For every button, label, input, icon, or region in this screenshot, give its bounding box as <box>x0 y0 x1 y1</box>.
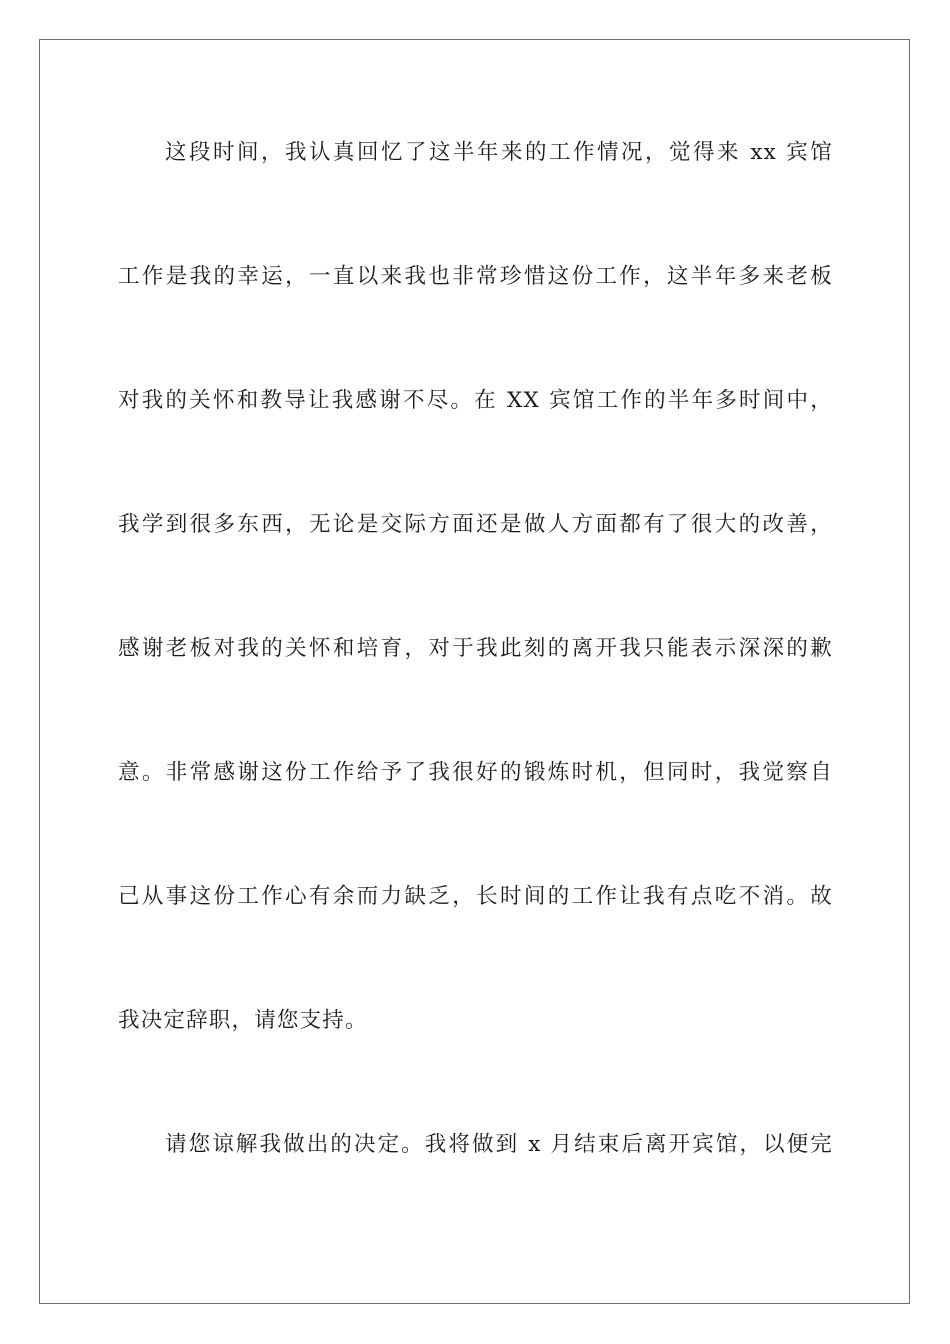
paragraph-1-line-4: 我学到很多东西，无论是交际方面还是做人方面都有了很大的改善， <box>118 512 833 537</box>
paragraph-1-line-8: 我决定辞职，请您支持。 <box>118 1008 368 1033</box>
paragraph-1-line-3: 对我的关怀和教导让我感谢不尽。在 XX 宾馆工作的半年多时间中， <box>118 388 833 413</box>
paragraph-1-line-5: 感谢老板对我的关怀和培育，对于我此刻的离开我只能表示深深的歉 <box>118 636 833 661</box>
paragraph-1-line-7: 己从事这份工作心有余而力缺乏，长时间的工作让我有点吃不消。故 <box>118 884 833 909</box>
page-border <box>39 39 910 1304</box>
paragraph-2-line-1: 请您谅解我做出的决定。我将做到 x 月结束后离开宾馆，以便完 <box>165 1132 833 1157</box>
paragraph-1-line-1: 这段时间，我认真回忆了这半年来的工作情况，觉得来 xx 宾馆 <box>165 140 833 165</box>
paragraph-1-line-6: 意。非常感谢这份工作给予了我很好的锻炼时机，但同时，我觉察自 <box>118 760 833 785</box>
paragraph-1-line-2: 工作是我的幸运，一直以来我也非常珍惜这份工作，这半年多来老板 <box>118 264 833 289</box>
